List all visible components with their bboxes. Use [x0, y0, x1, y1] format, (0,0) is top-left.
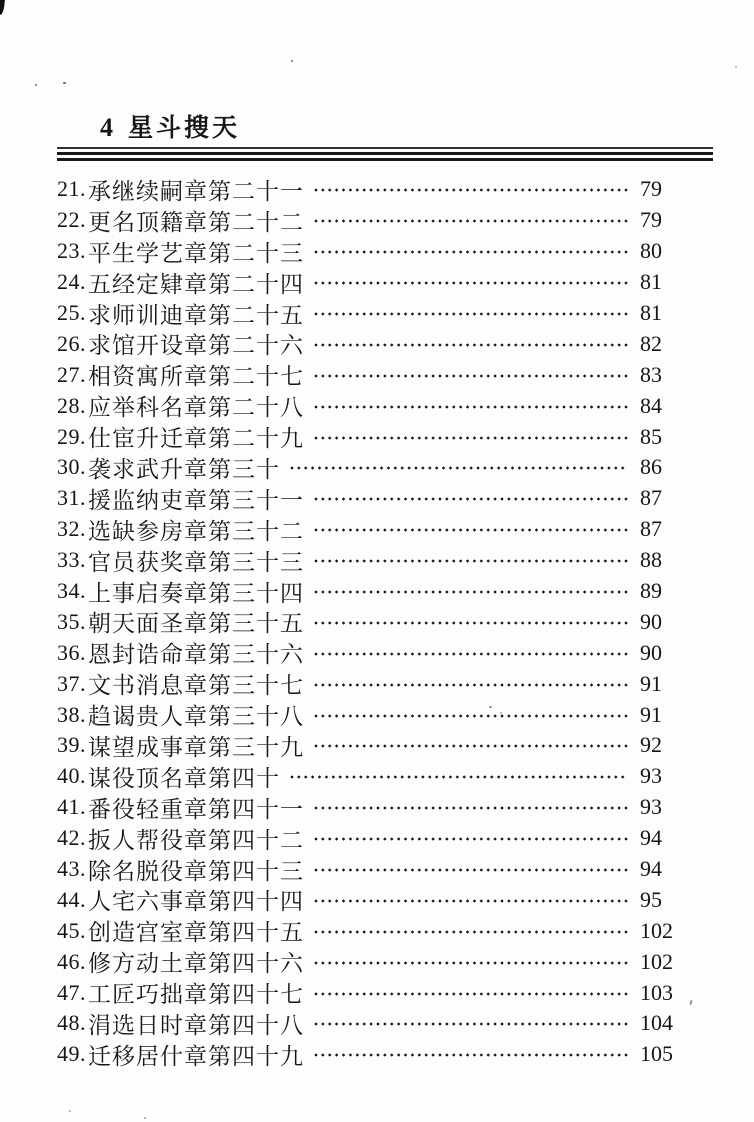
toc-entry-title: 上事启奏章第三十四: [88, 580, 304, 606]
dot-leader: [313, 711, 628, 721]
toc-entry-page: 103: [640, 979, 673, 1005]
dot-leader: [289, 463, 628, 473]
toc-entry-page: 86: [640, 454, 662, 480]
toc-entry-number: 21.: [57, 176, 86, 202]
toc-entry-title: 求馆开设章第二十六: [88, 333, 304, 359]
toc-entry: [57, 452, 674, 483]
toc-entry: [57, 514, 674, 545]
toc-entry-title: 承继续嗣章第二十一: [88, 178, 304, 204]
toc-entry-page: 79: [640, 176, 662, 202]
toc-entry-title: 工匠巧拙章第四十七: [88, 982, 304, 1008]
toc-entry-number: 40.: [57, 763, 86, 789]
toc-entry: [57, 236, 674, 267]
dot-leader: [313, 433, 628, 443]
scan-speck: [489, 706, 492, 708]
toc-entry-title: 人宅六事章第四十四: [88, 889, 304, 915]
toc-entry-page: 95: [640, 886, 662, 912]
toc-entry-number: 23.: [57, 238, 86, 264]
dot-leader: [313, 927, 628, 937]
dot-leader: [313, 803, 628, 813]
toc-entry-page: 88: [640, 547, 662, 573]
toc-entry: [57, 668, 674, 699]
toc-entry-title: 五经定肄章第二十四: [88, 271, 304, 297]
toc-entry: [57, 699, 674, 730]
toc-entry-number: 49.: [57, 1041, 86, 1067]
toc-entry-title: 除名脱役章第四十三: [88, 858, 304, 884]
dot-leader: [313, 741, 628, 751]
toc-entry-page: 102: [640, 948, 673, 974]
toc-entry-title: 应举科名章第二十八: [88, 395, 304, 421]
toc-entry: [57, 328, 674, 359]
toc-entry-number: 44.: [57, 886, 86, 912]
dot-leader: [313, 587, 628, 597]
toc-entry-page: 87: [640, 516, 662, 542]
scan-speck: [689, 1000, 692, 1005]
toc-entry-page: 84: [640, 392, 662, 418]
toc-entry-number: 37.: [57, 670, 86, 696]
toc-entry-title: 相资寓所章第二十七: [88, 364, 304, 390]
dot-leader: [313, 340, 628, 350]
toc-entry-number: 41.: [57, 794, 86, 820]
toc-entry: [57, 792, 674, 823]
toc-entry-page: 89: [640, 578, 662, 604]
dot-leader: [313, 834, 628, 844]
toc-entry: [57, 761, 674, 792]
dot-leader: [313, 216, 628, 226]
toc-entry-title: 扳人帮役章第四十二: [88, 827, 304, 853]
dot-leader: [313, 494, 628, 504]
toc-entry-title: 文书消息章第三十七: [88, 673, 304, 699]
toc-entry-page: 85: [640, 423, 662, 449]
toc-entry: [57, 823, 674, 854]
dot-leader: [313, 896, 628, 906]
toc-entry-page: 93: [640, 763, 662, 789]
scan-speck: [69, 1110, 71, 1112]
toc-entry-number: 33.: [57, 547, 86, 573]
toc-entry-number: 25.: [57, 300, 86, 325]
toc-entry-number: 48.: [57, 1010, 86, 1036]
toc-entry-number: 39.: [57, 732, 86, 758]
toc-entry-title: 谋望成事章第三十九: [88, 734, 304, 760]
toc-entry: [57, 576, 674, 607]
scan-speck: [500, 712, 502, 714]
toc-entry-number: 38.: [57, 701, 86, 727]
dot-leader: [313, 278, 628, 288]
dot-leader: [313, 989, 628, 999]
toc-entry-title: 番役轻重章第四十一: [88, 796, 304, 822]
toc-entry: [57, 298, 674, 329]
toc-entry: [57, 1008, 674, 1039]
toc-entry: [57, 483, 674, 514]
toc-entry-page: 91: [640, 701, 662, 727]
toc-entry-title: 选缺参房章第三十二: [88, 518, 304, 544]
toc-entry-page: 94: [640, 856, 662, 882]
toc-entry-page: 82: [640, 330, 662, 356]
toc-entry-title: 迁移居什章第四十九: [88, 1043, 304, 1069]
scan-speck: [735, 66, 737, 68]
toc-entry: [57, 946, 674, 977]
dot-leader: [313, 865, 628, 875]
toc-entry-page: 81: [640, 269, 662, 295]
header-rule-thin: [57, 147, 713, 149]
toc-entry: [57, 205, 674, 236]
dot-leader: [313, 680, 628, 690]
toc-entry: [57, 545, 674, 576]
toc-entry-page: 92: [640, 732, 662, 758]
toc-entry: [57, 637, 674, 668]
dot-leader: [313, 618, 628, 628]
dot-leader: [313, 371, 628, 381]
toc-entry-title: 援监纳吏章第三十一: [88, 487, 304, 513]
toc-entry-page: 81: [640, 300, 662, 325]
toc-entry-number: 47.: [57, 979, 86, 1005]
scan-speck: [291, 60, 293, 62]
toc-entry: [57, 390, 674, 421]
toc-entry-page: 102: [640, 917, 673, 943]
header-rule-thick-top: [57, 152, 713, 155]
toc-entry-page: 105: [640, 1041, 673, 1067]
toc-entry: [57, 359, 674, 390]
dot-leader: [313, 1050, 628, 1060]
header-rule-thick-bottom: [57, 158, 713, 161]
toc-entry-title: 袭求武升章第三十: [88, 456, 280, 482]
toc-entry: [57, 174, 674, 205]
toc-entry-title: 仕宦升迁章第二十九: [88, 426, 304, 452]
scan-speck: [35, 84, 37, 86]
page-header: [0, 0, 754, 143]
toc-entry: [57, 730, 674, 761]
toc-entry-number: 22.: [57, 207, 86, 233]
toc-entry-number: 45.: [57, 917, 86, 943]
toc-entry-page: 90: [640, 639, 662, 665]
toc-entry-title: 朝天面圣章第三十五: [88, 611, 304, 637]
toc-entry-title: 趋谒贵人章第三十八: [88, 704, 304, 730]
toc-entry-title: 修方动土章第四十六: [88, 951, 304, 977]
toc-entry: [57, 884, 674, 915]
toc-entry-title: 谋役顶名章第四十: [88, 765, 280, 791]
toc-entry-title: 恩封诰命章第三十六: [88, 642, 304, 668]
toc-entry-title: 创造宫室章第四十五: [88, 920, 304, 946]
dot-leader: [313, 1019, 628, 1029]
dot-leader: [313, 525, 628, 535]
toc-entry-number: 28.: [57, 392, 86, 418]
toc-entry-title: 更名顶籍章第二十二: [88, 209, 304, 235]
toc-entry-page: 94: [640, 825, 662, 851]
toc-entry-page: 104: [640, 1010, 673, 1036]
toc-entry-title: 官员获奖章第三十三: [88, 549, 304, 575]
toc-entry: [57, 606, 674, 637]
toc-entry-page: 87: [640, 485, 662, 511]
toc-entry: [57, 977, 674, 1008]
dot-leader: [313, 402, 628, 412]
table-of-contents: [57, 174, 674, 1070]
header-book-title: 星斗搜天: [128, 115, 241, 142]
toc-entry-page: 80: [640, 238, 662, 264]
toc-entry: [57, 915, 674, 946]
toc-entry-page: 90: [640, 608, 662, 634]
toc-entry-number: 29.: [57, 423, 86, 449]
toc-entry-page: 91: [640, 670, 662, 696]
toc-entry-title: 平生学艺章第二十三: [88, 240, 304, 266]
dot-leader: [313, 309, 628, 319]
dot-leader: [313, 247, 628, 257]
toc-entry-number: 35.: [57, 608, 86, 634]
toc-entry: [57, 421, 674, 452]
toc-entry-number: 30.: [57, 454, 86, 480]
scan-speck: [63, 82, 66, 84]
toc-entry-number: 36.: [57, 639, 86, 665]
toc-entry-number: 31.: [57, 485, 86, 511]
toc-entry-page: 93: [640, 794, 662, 820]
toc-entry-title: 求师训迪章第二十五: [88, 302, 304, 328]
scan-speck: [144, 1117, 146, 1119]
toc-entry-number: 24.: [57, 269, 86, 295]
dot-leader: [313, 185, 628, 195]
toc-entry-number: 46.: [57, 948, 86, 974]
toc-entry-page: 83: [640, 361, 662, 387]
dot-leader: [313, 958, 628, 968]
toc-entry-number: 34.: [57, 578, 86, 604]
header-page-number: 4: [100, 113, 113, 142]
toc-entry-number: 27.: [57, 361, 86, 387]
toc-entry-number: 43.: [57, 856, 86, 882]
dot-leader: [289, 772, 628, 782]
toc-entry-title: 涓选日时章第四十八: [88, 1013, 304, 1038]
toc-entry-page: 79: [640, 207, 662, 233]
toc-entry: [57, 267, 674, 298]
toc-entry-number: 26.: [57, 330, 86, 356]
toc-entry: [57, 854, 674, 885]
toc-entry-number: 42.: [57, 825, 86, 851]
dot-leader: [313, 556, 628, 566]
toc-entry: [57, 1039, 674, 1070]
dot-leader: [313, 649, 628, 659]
toc-entry-number: 32.: [57, 516, 86, 542]
